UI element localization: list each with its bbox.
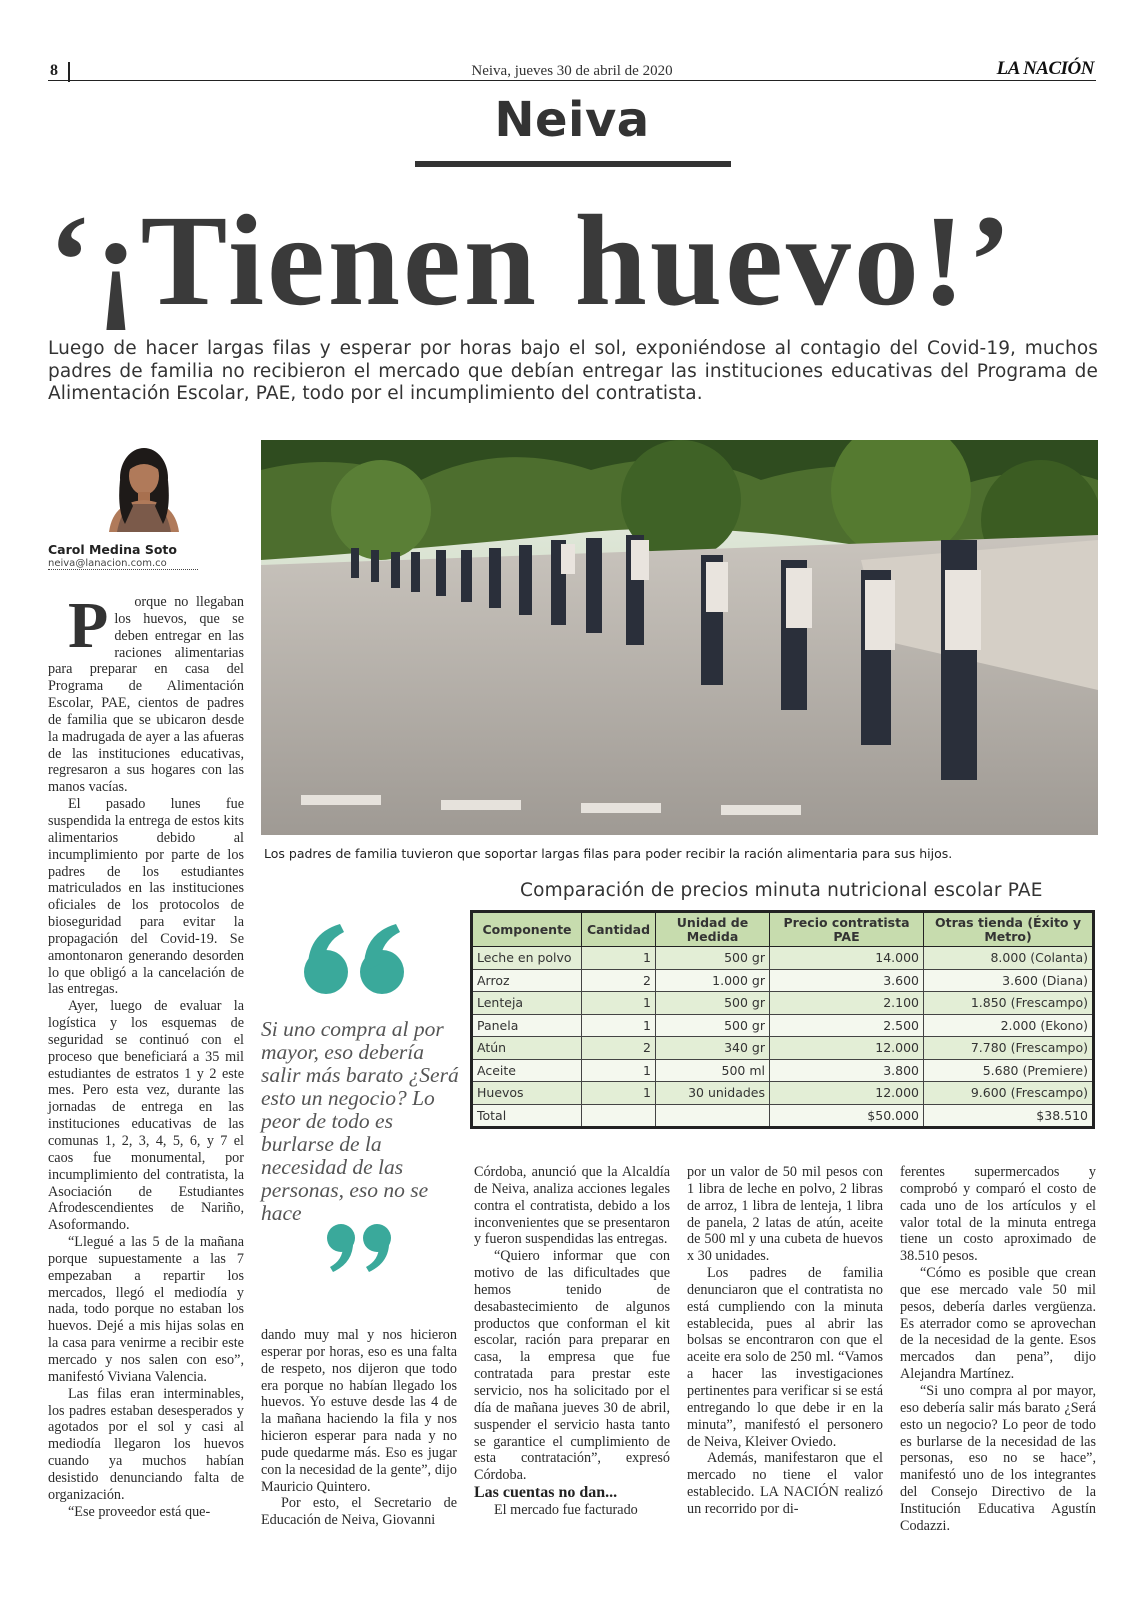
author-name: Carol Medina Soto [48,542,177,557]
article-column-5 [900,1164,1096,1535]
queue-photo [261,440,1098,835]
author-email[interactable]: neiva@lanacion.com.co [48,558,198,570]
paragraph: Por esto, el Secretario de Educación de Neiva, Giovanni [261,1495,457,1529]
paragraph: “Llegué a las 5 de la mañana porque supuestamente a las 7 empezaban a repartir los mercados, llegó el mediodía y nada, todo porque no estaban los huevos. Dejé a mis hijas solas en la casa para venirme a recibir este mercado y nos salen con eso”, manifestó Viviana Valencia. [48,1234,244,1385]
column-header: Componente [472,912,582,947]
table-row: Panela 1 500 gr 2.500 2.000 (Ekono) [472,1014,1094,1037]
table-row: Aceite 1 500 ml 3.800 5.680 (Premiere) [472,1059,1094,1082]
table-row: Huevos 1 30 unidades 12.000 9.600 (Frescampo) [472,1082,1094,1105]
table-row: Arroz 2 1.000 gr 3.600 3.600 (Diana) [472,969,1094,992]
paragraph: Las filas eran interminables, los padres estaban desesperados y agotados por el sol y casi al mediodía llegaron los huevos cuando ya muchos habían desistido denunciando falta de organización. [48,1385,244,1503]
paragraph: P orque no llegaban los huevos, que se deben entregar en las raciones alimentarias para preparar en casa del Programa de Alimentación Escolar, PAE, cientos de padres de familia que se ubicaron desde la madrugada de ayer a las afueras de las instituciones educativas, regresaron a sus hogares con las manos vacías. [48,589,244,796]
column-header: Precio contratista PAE [770,912,924,947]
table-total-row: Total $50.000 $38.510 [472,1104,1094,1128]
lead-paragraph: Luego de hacer largas filas y esperar por horas bajo el sol, exponiéndose al contagio del Covid-19, muchos padres de familia no recibieron el mercado que debían entregar las instituciones educativas del Programa de Alimentación Escolar, PAE, todo por el incumplimiento del contratista. [48,338,1098,404]
table-header-row [472,912,1094,947]
dateline: Neiva, jueves 30 de abril de 2020 [471,63,673,79]
table-row: Leche en polvo 1 500 gr 14.000 8.000 (Colanta) [472,947,1094,970]
column-header: Cantidad [582,912,656,947]
table-row: Atún 2 340 gr 12.000 7.780 (Frescampo) [472,1037,1094,1060]
paragraph: “Ese proveedor está que- [68,1503,211,1520]
headline: ‘¡Tienen huevo!’ [48,189,1015,333]
price-comparison-table [470,910,1095,1129]
page-number: 8 [50,62,58,79]
author-avatar [103,440,185,532]
column-header: Otras tienda (Éxito y Metro) [924,912,1094,947]
section-title: Neiva [494,92,650,148]
article-column-1 [48,589,244,1520]
column-header: Unidad de Medida [656,912,770,947]
paragraph: ferentes supermercados y comprobó y comparó el costo de cada uno de los artículos y el valor total de la minuta entrega tiene un costo aproximado de 38.510 pesos. [900,1164,1096,1265]
paragraph: dando muy mal y nos hicieron esperar por horas, eso es una falta de respeto, nos dijeron que todo era porque no habían llegado los huevos. Yo estuve desde las 4 de la mañana haciendo la fila y nos hicieron esperar para nada y no pude quedarme más. Eso es jugar con la necesidad de la gente”, dijo Mauricio Quintero. [261,1327,457,1495]
open-quote-icon [300,920,410,1004]
paragraph: Ayer, luego de evaluar la logística y los esquemas de seguridad se continuó con el proceso que beneficiará a 35 mil estudiantes de estratos 1 y 2 este mes. Pero esta vez, durante las jornadas de entrega en las instituciones educativas de las comunas 1, 2, 3, 4, 5, 6, y 7 el caos fue monumental, por incumplimiento del contratista, la Asociación de Estudiantes Afrodescendientes de Nariño, Asoformando. [48,998,244,1234]
paragraph: El mercado fue facturado [494,1502,638,1519]
paragraph: El pasado lunes fue suspendida la entrega de estos kits alimentarios debido al incumplimiento por parte de los padres de los estudiantes matriculados en las instituciones oficiales de los protocolos de bioseguridad para evitar la propagación del Covid-19. Se amontonaron generando desorden lo que obligó a la cancelación de las entregas. [48,796,244,998]
paragraph: Además, manifestaron que el mercado no tiene el valor establecido. LA NACIÓN realizó un recorrido por di- [687,1450,883,1517]
close-quote-icon [325,1222,395,1278]
section-underline [415,161,731,167]
paragraph: Los padres de familia denunciaron que el contratista no está cumpliendo con la minuta establecida, pues al abrir las bolsas se encontraron con que el aceite era solo de 250 ml. “Vamos a hacer las investigaciones pertinentes para verificar si se está entregando lo que debe ir en la minuta”, manifestó el personero de Neiva, Kleiver Oviedo. [687,1265,883,1450]
paragraph: “Si uno compra al por mayor, eso debería salir más barato ¿Será esto un negocio? Lo peor de todo es burlarse de la necesidad de las personas, eso no se hace”, manifestó uno de los integrantes del Consejo Directivo de la Institución Educativa Agustín Codazzi. [900,1382,1096,1534]
drop-cap: P [68,589,109,662]
table-title: Comparación de precios minuta nutricional escolar PAE [520,880,1043,901]
header-rule [48,80,1096,81]
paragraph: por un valor de 50 mil pesos con 1 libra de leche en polvo, 2 libras de arroz, 1 libra de lenteja, 1 libra de panela, 2 latas de atún, aceite de 500 ml y una cubeta de huevos x 30 unidades. [687,1164,883,1265]
pull-quote: Si uno compra al por mayor, eso debería salir más barato ¿Será esto un negocio? Lo peor de todo es burlarse de la necesidad de las personas, eso no se hace [261,1017,459,1225]
photo-caption: Los padres de familia tuvieron que soportar largas filas para poder recibir la ración alimentaria para sus hijos. [264,846,953,861]
paragraph: “Quiero informar que con motivo de las dificultades que hemos tenido de desabastecimiento de algunos productos que conforman el kit escolar, ración para preparar en casa, la empresa que fue contratada para prestar este servicio, nos ha solicitado por el día de mañana jueves 30 de abril, suspender el servicio hasta tanto se garantice el cumplimiento de esta contratación”, expresó Córdoba. [474,1248,670,1484]
subheading: Las cuentas no dan... [474,1484,618,1502]
article-column-2 [261,1327,457,1529]
article-column-4 [687,1164,883,1518]
article-column-3 [474,1164,670,1519]
newspaper-logo: LA NACIÓN [996,58,1094,79]
table-row: Lenteja 1 500 gr 2.100 1.850 (Frescampo) [472,992,1094,1015]
paragraph: Córdoba, anunció que la Alcaldía de Neiva, analiza acciones legales contra el contratista, debido a los inconvenientes que se presentaron y fueron suspendidas las entregas. [474,1164,670,1248]
paragraph: “Cómo es posible que crean que ese mercado vale 50 mil pesos, debería darles vergüenza. Es aterrador como se aprovechan de la necesidad de la gente. Esos mercados dan pena”, dijo Alejandra Martínez. [900,1265,1096,1383]
